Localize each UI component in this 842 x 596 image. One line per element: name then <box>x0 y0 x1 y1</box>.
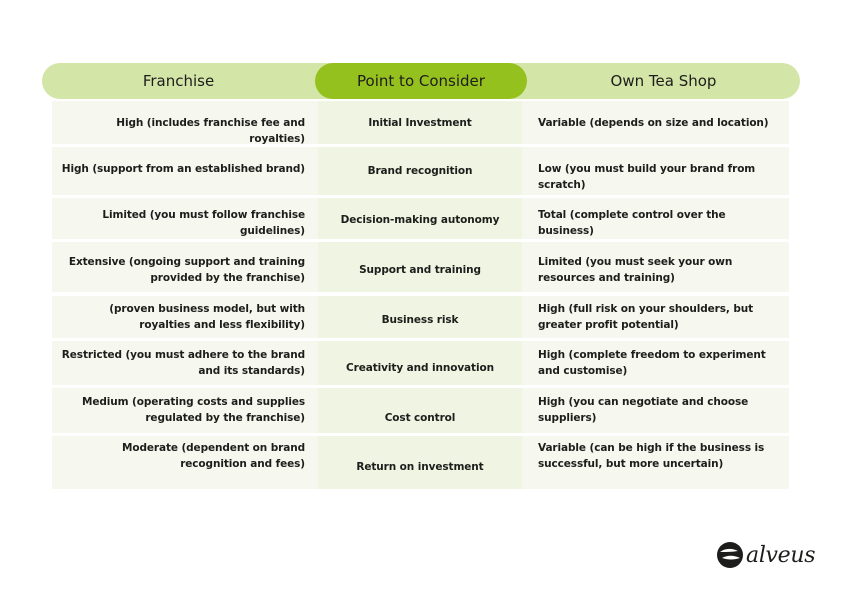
franchise-cell: High (includes franchise fee and royalties) <box>52 101 318 144</box>
own-shop-cell: Low (you must build your brand from scratch) <box>522 147 789 195</box>
franchise-cell: (proven business model, but with royalties and less flexibility) <box>52 296 318 338</box>
franchise-cell: Limited (you must follow franchise guidelines) <box>52 198 318 239</box>
point-cell <box>318 242 522 292</box>
header-point-to-consider: Point to Consider <box>315 63 527 99</box>
own-shop-cell: High (complete freedom to experiment and customise) <box>522 341 789 385</box>
point-cell <box>318 198 522 239</box>
own-shop-cell: High (full risk on your shoulders, but greater profit potential) <box>522 296 789 338</box>
point-cell <box>318 341 522 385</box>
point-cell <box>318 147 522 195</box>
point-cell <box>318 296 522 338</box>
point-label: Creativity and innovation <box>346 362 494 374</box>
own-shop-cell: Variable (can be high if the business is successful, but more uncertain) <box>522 436 789 489</box>
point-label: Initial Investment <box>368 117 472 129</box>
header-own-tea-shop: Own Tea Shop <box>610 72 717 90</box>
header-franchise: Franchise <box>142 72 215 90</box>
alveus-leaf-icon <box>716 541 744 569</box>
table-row <box>52 242 789 292</box>
franchise-cell: Extensive (ongoing support and training provided by the franchise) <box>52 242 318 292</box>
own-shop-cell: High (you can negotiate and choose suppliers) <box>522 388 789 433</box>
point-label: Decision-making autonomy <box>340 214 500 226</box>
point-label: Cost control <box>384 412 456 424</box>
alveus-logo <box>716 540 815 570</box>
point-cell <box>318 101 522 144</box>
point-label: Return on investment <box>356 461 484 473</box>
own-shop-cell: Total (complete control over the business) <box>522 198 789 239</box>
table-row <box>52 101 789 144</box>
point-cell <box>318 436 522 489</box>
franchise-cell: Moderate (dependent on brand recognition and fees) <box>52 436 318 489</box>
franchise-cell: High (support from an established brand) <box>52 147 318 195</box>
table-row <box>52 147 789 195</box>
point-cell <box>318 388 522 433</box>
table-row <box>52 341 789 385</box>
own-shop-cell: Variable (depends on size and location) <box>522 101 789 144</box>
table-row <box>52 296 789 338</box>
table-row <box>52 388 789 433</box>
table-row <box>52 198 789 239</box>
franchise-cell: Restricted (you must adhere to the brand and its standards) <box>52 341 318 385</box>
logo-text: alveus <box>746 542 816 568</box>
table-row <box>52 436 789 489</box>
table-header <box>42 63 800 99</box>
franchise-cell: Medium (operating costs and supplies regulated by the franchise) <box>52 388 318 433</box>
point-label: Brand recognition <box>367 165 473 177</box>
point-label: Support and training <box>359 264 481 276</box>
own-shop-cell: Limited (you must seek your own resources and training) <box>522 242 789 292</box>
point-label: Business risk <box>381 314 459 326</box>
